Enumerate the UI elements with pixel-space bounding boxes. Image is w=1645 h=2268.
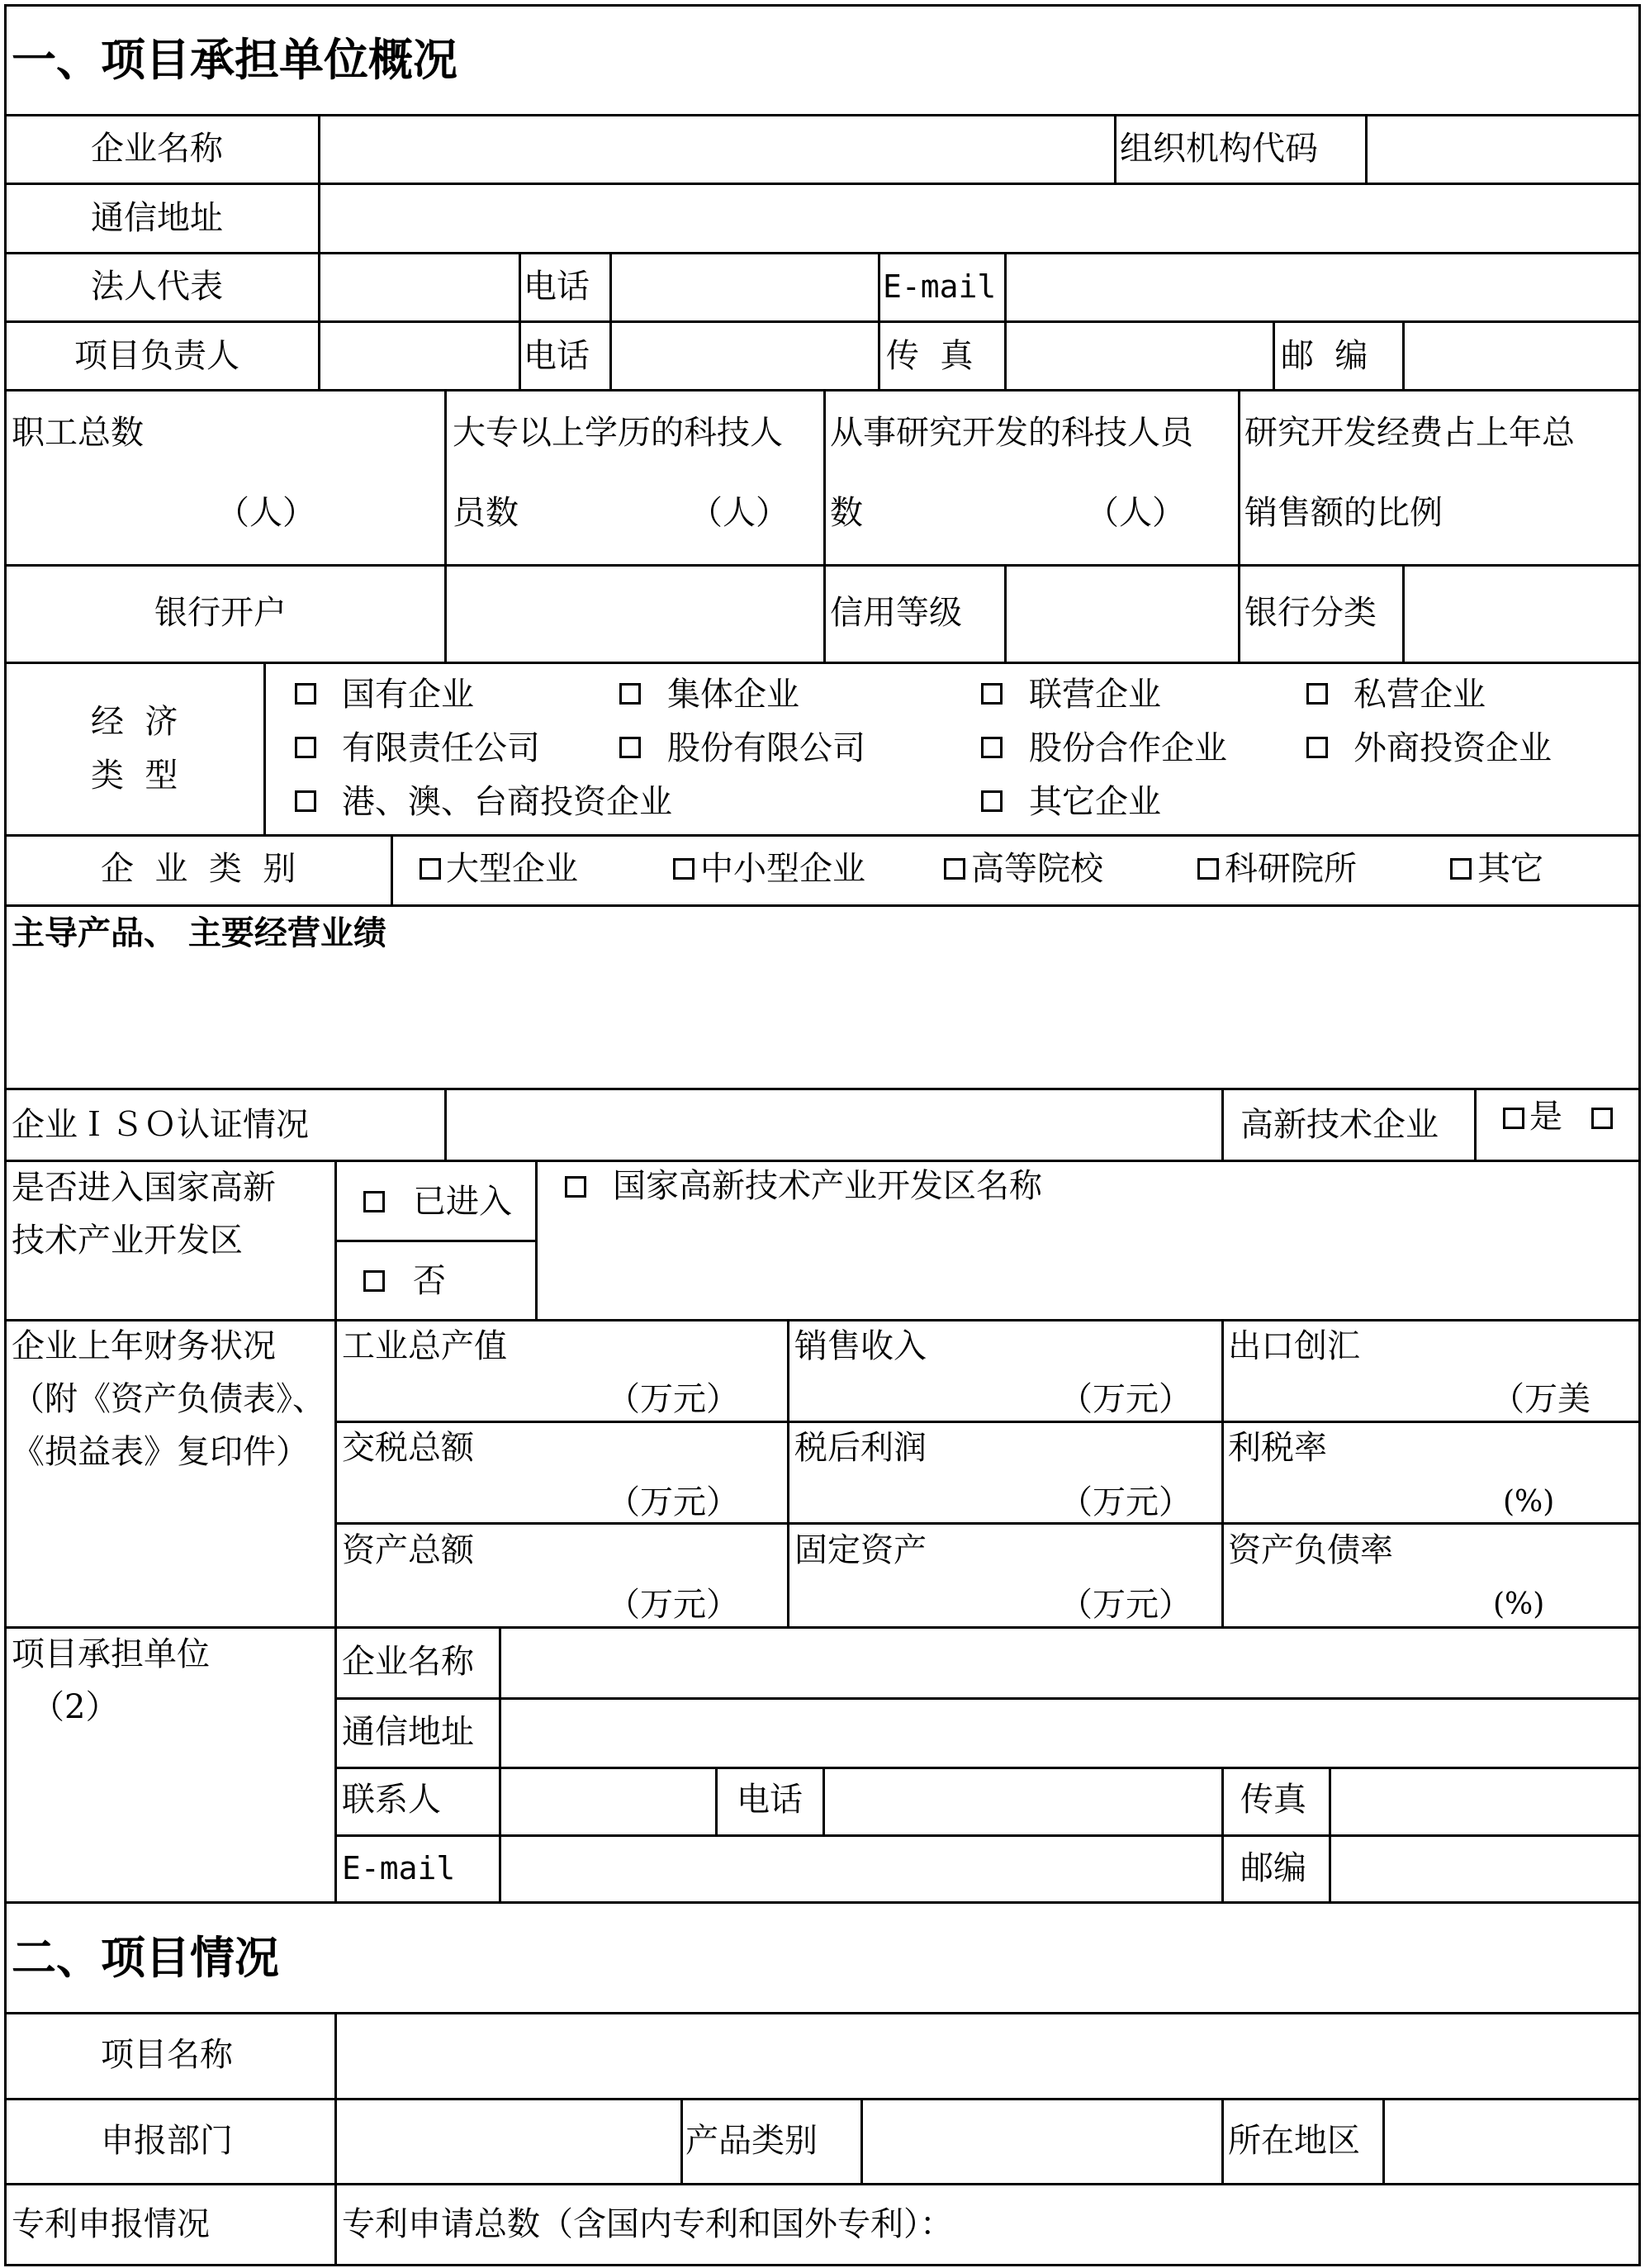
project-leader-label: 项目负责人	[74, 337, 239, 375]
staff-total-unit: （人）	[216, 494, 315, 532]
enterprise-category-label: 企 业 类 别	[101, 850, 296, 888]
rd-staff-unit: （人）	[1086, 494, 1185, 532]
tech-staff-label-2: 员数	[453, 494, 519, 532]
unit2-postcode-field[interactable]	[1331, 1837, 1638, 1901]
main-products-label: 主导产品、 主要经营业绩	[12, 913, 386, 952]
tech-staff-unit: （人）	[690, 494, 789, 532]
unit2-address-field[interactable]	[501, 1700, 1638, 1767]
zone-no-label: 否	[413, 1262, 446, 1300]
category-option-large: 大型企业	[446, 850, 578, 888]
industrial-output-unit: （万元）	[607, 1380, 739, 1418]
unit2-company-name-field[interactable]	[501, 1629, 1638, 1697]
category-checkbox-other[interactable]	[1450, 858, 1472, 880]
category-checkbox-sme[interactable]	[673, 858, 695, 880]
econ-option-cooperative: 股份合作企业	[1029, 729, 1227, 767]
debt-ratio-label: 资产负债率	[1228, 1531, 1393, 1569]
dept-label: 申报部门	[101, 2122, 233, 2160]
high-tech-no-checkbox[interactable]	[1591, 1108, 1613, 1129]
main-products-field[interactable]	[7, 958, 1638, 1088]
econ-checkbox-joint-stock[interactable]	[619, 737, 641, 758]
project-name-label: 项目名称	[101, 2036, 233, 2074]
finance-label-3: 《损益表》复印件）	[12, 1433, 309, 1471]
econ-type-label-2: 类 型	[91, 757, 178, 795]
section2-title: 二、项目情况	[12, 1931, 279, 1984]
patent-label: 专利申报情况	[12, 2205, 210, 2243]
econ-checkbox-private[interactable]	[1306, 683, 1328, 705]
zone-no-checkbox[interactable]	[363, 1270, 385, 1292]
econ-option-joint-stock: 股份有限公司	[667, 729, 865, 767]
sales-revenue-label: 销售收入	[794, 1327, 927, 1365]
econ-option-other: 其它企业	[1029, 783, 1161, 821]
industrial-output-label: 工业总产值	[342, 1327, 507, 1365]
tax-total-label: 交税总额	[342, 1429, 474, 1467]
region-label: 所在地区	[1228, 2122, 1360, 2160]
rd-ratio-label-1: 研究开发经费占上年总	[1244, 414, 1575, 452]
fixed-assets-label: 固定资产	[794, 1531, 927, 1569]
econ-checkbox-hk-macau-tw[interactable]	[295, 790, 316, 812]
category-option-sme: 中小型企业	[700, 850, 865, 888]
bank-account-field[interactable]	[447, 567, 823, 662]
zone-name-checkbox[interactable]	[565, 1176, 586, 1198]
legal-rep-label: 法人代表	[91, 268, 223, 306]
unit2-fax-label: 传真	[1240, 1781, 1306, 1819]
leader-phone-field[interactable]	[612, 323, 878, 389]
unit2-phone-label: 电话	[737, 1781, 803, 1819]
unit2-postcode-label: 邮编	[1240, 1849, 1306, 1887]
unit2-label-1: 项目承担单位	[12, 1635, 210, 1673]
high-tech-yes-checkbox[interactable]	[1503, 1108, 1524, 1129]
unit2-address-label: 通信地址	[342, 1713, 474, 1751]
zone-entered-checkbox[interactable]	[363, 1191, 385, 1212]
high-tech-yes-label: 是	[1529, 1098, 1562, 1136]
econ-checkbox-joint[interactable]	[981, 683, 1003, 705]
unit2-phone-field[interactable]	[825, 1769, 1221, 1834]
category-option-university: 高等院校	[971, 850, 1103, 888]
rd-ratio-label-2: 销售额的比例	[1244, 494, 1443, 532]
sales-revenue-unit: （万元）	[1060, 1380, 1192, 1418]
econ-checkbox-collective[interactable]	[619, 683, 641, 705]
econ-option-foreign: 外商投资企业	[1353, 729, 1552, 767]
org-code-label: 组织机构代码	[1120, 130, 1318, 168]
after-tax-profit-label: 税后利润	[794, 1429, 927, 1467]
tech-staff-label-1: 大专以上学历的科技人	[453, 414, 783, 452]
econ-checkbox-other[interactable]	[981, 790, 1003, 812]
debt-ratio-unit: (%)	[1493, 1587, 1545, 1621]
legal-rep-field[interactable]	[320, 254, 519, 320]
org-code-field[interactable]	[1368, 116, 1638, 183]
leader-phone-label: 电话	[524, 337, 590, 375]
rd-staff-label-1: 从事研究开发的科技人员	[830, 414, 1193, 452]
category-checkbox-large[interactable]	[420, 858, 441, 880]
econ-option-private: 私营企业	[1353, 676, 1486, 714]
finance-label-2: （附《资产负债表》、	[12, 1380, 325, 1418]
product-category-label: 产品类别	[685, 2122, 818, 2160]
company-name-label: 企业名称	[91, 130, 223, 168]
total-assets-unit: （万元）	[607, 1586, 739, 1624]
address-label: 通信地址	[91, 199, 223, 237]
econ-checkbox-limited[interactable]	[295, 737, 316, 758]
legal-rep-email-field[interactable]	[1007, 254, 1638, 320]
econ-option-joint: 联营企业	[1029, 676, 1161, 714]
project-leader-field[interactable]	[320, 323, 519, 389]
category-checkbox-institute[interactable]	[1197, 858, 1219, 880]
zone-entered-label: 已进入	[413, 1183, 512, 1221]
tax-total-unit: （万元）	[607, 1483, 739, 1521]
econ-option-collective: 集体企业	[667, 676, 799, 714]
high-tech-label: 高新技术企业	[1240, 1106, 1439, 1144]
econ-option-limited: 有限责任公司	[342, 729, 540, 767]
postcode-field[interactable]	[1405, 323, 1638, 389]
after-tax-profit-unit: （万元）	[1060, 1483, 1192, 1521]
unit2-label-2: （2）	[31, 1688, 119, 1726]
finance-label-1: 企业上年财务状况	[12, 1327, 276, 1365]
staff-total-label: 职工总数	[12, 414, 144, 452]
legal-rep-email-label: E-mail	[883, 268, 997, 305]
econ-checkbox-foreign[interactable]	[1306, 737, 1328, 758]
bank-account-label: 银行开户	[154, 594, 287, 632]
unit2-company-name-label: 企业名称	[342, 1643, 474, 1681]
econ-checkbox-state-owned[interactable]	[295, 683, 316, 705]
credit-level-field[interactable]	[1007, 567, 1238, 662]
postcode-label: 邮 编	[1281, 337, 1368, 375]
econ-type-label-1: 经 济	[91, 703, 178, 741]
dept-field[interactable]	[337, 2100, 680, 2183]
fax-field[interactable]	[1007, 323, 1273, 389]
project-name-field[interactable]	[337, 2014, 1638, 2098]
legal-rep-phone-field[interactable]	[612, 254, 878, 320]
fixed-assets-unit: （万元）	[1060, 1586, 1192, 1624]
zone-label-1: 是否进入国家高新	[12, 1169, 276, 1207]
credit-level-label: 信用等级	[830, 594, 962, 632]
unit2-email-label: E-mail	[342, 1850, 456, 1886]
zone-name-label: 国家高新技术产业开发区名称	[613, 1167, 1042, 1205]
section1-title: 一、项目承担单位概况	[12, 33, 457, 86]
econ-option-state-owned: 国有企业	[342, 676, 474, 714]
export-label: 出口创汇	[1228, 1327, 1360, 1365]
econ-checkbox-cooperative[interactable]	[981, 737, 1003, 758]
profit-tax-rate-label: 利税率	[1228, 1429, 1327, 1467]
category-option-other: 其它	[1477, 850, 1543, 888]
profit-tax-rate-unit: (%)	[1503, 1485, 1555, 1519]
patent-total-label: 专利申请总数（含国内专利和国外专利）：	[342, 2205, 953, 2243]
category-option-institute: 科研院所	[1225, 850, 1357, 888]
category-checkbox-university[interactable]	[944, 858, 965, 880]
region-field[interactable]	[1385, 2100, 1638, 2183]
bank-category-label: 银行分类	[1244, 594, 1377, 632]
fax-label: 传 真	[886, 337, 974, 375]
product-category-field[interactable]	[863, 2100, 1221, 2183]
unit2-contact-field[interactable]	[501, 1769, 715, 1834]
unit2-fax-field[interactable]	[1331, 1769, 1638, 1834]
unit2-email-field[interactable]	[501, 1837, 1221, 1901]
iso-cert-field[interactable]	[447, 1090, 1221, 1160]
bank-category-field[interactable]	[1405, 567, 1638, 662]
econ-option-hk-macau-tw: 港、澳、台商投资企业	[342, 783, 672, 821]
zone-label-2: 技术产业开发区	[12, 1222, 243, 1260]
legal-rep-phone-label: 电话	[524, 268, 590, 306]
iso-cert-label: 企业ＩＳＯ认证情况	[12, 1106, 309, 1144]
total-assets-label: 资产总额	[342, 1531, 474, 1569]
unit2-contact-label: 联系人	[342, 1781, 441, 1819]
export-unit: （万美	[1491, 1380, 1590, 1418]
rd-staff-label-2: 数	[830, 494, 863, 532]
company-name-field[interactable]	[320, 116, 1114, 183]
address-field[interactable]	[320, 185, 1638, 252]
